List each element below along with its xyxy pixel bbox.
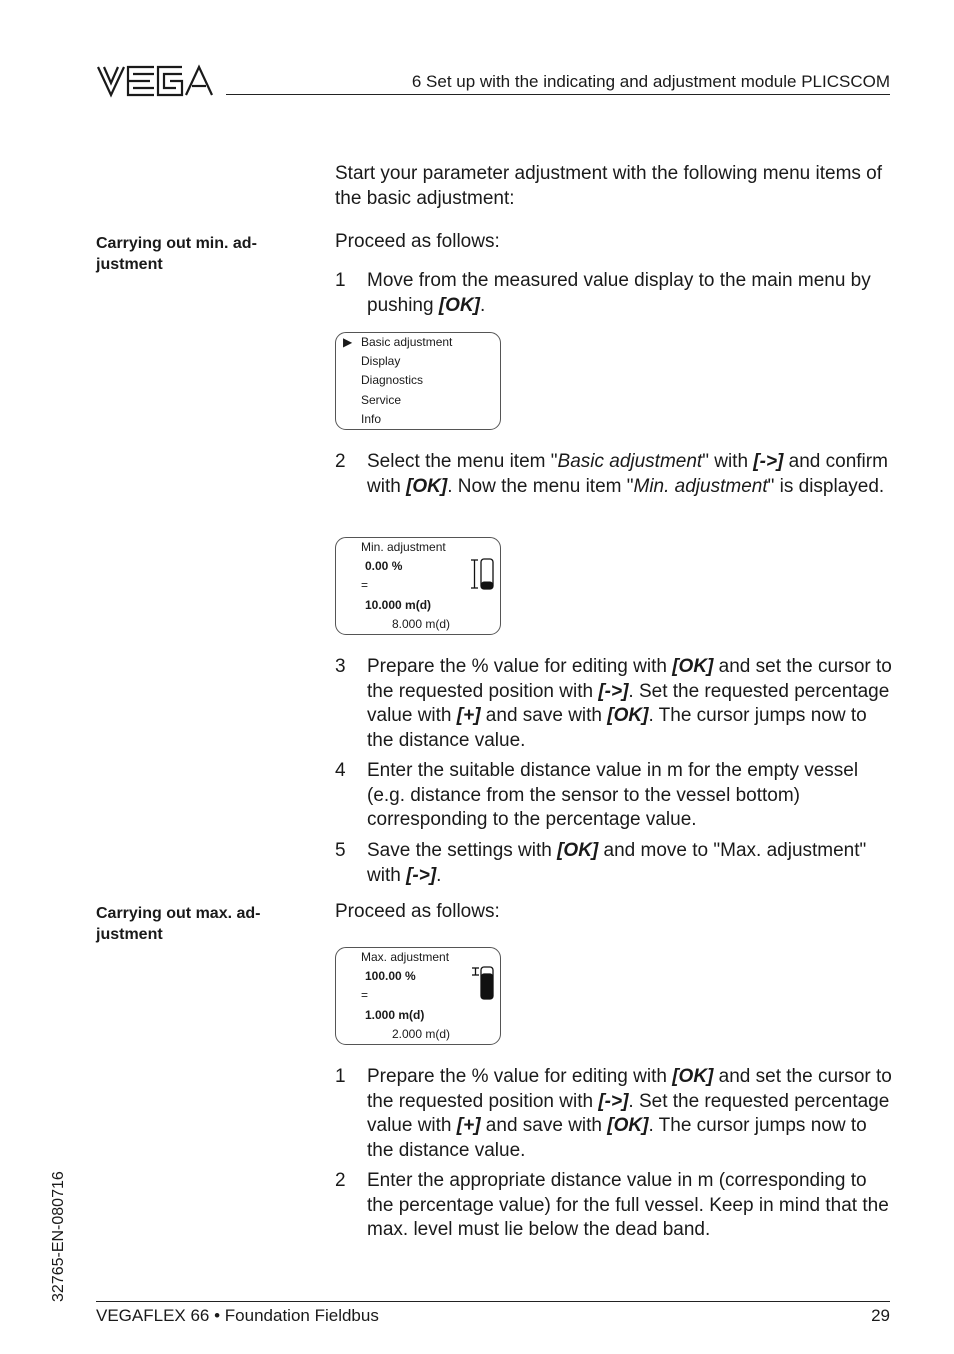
ok-key: [OK] (557, 840, 599, 861)
footer-rule (96, 1301, 890, 1302)
lcd-measured-value: 2.000 m(d) (392, 1027, 451, 1041)
document-number: 32765-EN-080716 (50, 1171, 67, 1302)
lcd-percent-value: 100.00 % (365, 969, 416, 983)
menu-item: Display (361, 354, 401, 368)
ok-key: [OK] (607, 1115, 649, 1136)
page-number: 29 (871, 1306, 890, 1325)
menu-display (335, 332, 501, 430)
vessel-min-icon (469, 556, 499, 592)
min-step-1: 1 Move from the measured value display to the main menu by pushing [OK]. (335, 270, 871, 316)
vessel-max-fill (481, 973, 493, 999)
lcd-measured-value: 8.000 m(d) (392, 617, 451, 631)
ok-key: [OK] (672, 1066, 714, 1087)
proceed-text-max: Proceed as follows: (335, 901, 500, 922)
menu-item: Info (361, 412, 382, 426)
ok-key: [OK] (438, 294, 480, 316)
menu-item: Service (361, 393, 402, 407)
max-step-2: 2 Enter the appropriate distance value in m (corresponding to the percentage value) for the full vessel. Keep in mind that the max. level must lie below the dead band. (335, 1170, 889, 1240)
arrow-key: [->] (598, 1090, 629, 1112)
intro-paragraph: Start your parameter adjustment with the following menu items of the basic adjustment: (335, 163, 883, 209)
lcd-distance-value: 1.000 m(d) (365, 1008, 425, 1022)
arrow-key: [->] (406, 864, 437, 886)
header-rule (226, 94, 890, 95)
max-step-1: 1 Prepare the % value for editing with [OK] and set the cursor to the requested position with [->]. Set the requested percentage value with [+] and save with [OK]. The cursor jumps now to the distance value. (335, 1066, 892, 1161)
menu-item: Diagnostics (361, 373, 424, 387)
chapter-heading: 6 Set up with the indicating and adjustment module PLICSCOM (411, 72, 890, 91)
vessel-min-fill (481, 582, 493, 590)
step-number: 3 (335, 656, 346, 677)
lcd-distance-value: 10.000 m(d) (365, 598, 432, 612)
side-label-min-adjustment: Carrying out min. ad- justment (96, 235, 257, 273)
plus-key: [+] (456, 1115, 481, 1136)
vega-logo (96, 64, 214, 98)
ok-key: [OK] (406, 475, 448, 497)
lcd-title: Max. adjustment (361, 950, 450, 964)
step-number: 2 (335, 1170, 346, 1191)
min-step-3: 3 Prepare the % value for editing with [OK] and set the cursor to the requested position with [->]. Set the requested percentage value with [+] and save with [OK]. The cursor jumps now to the distance value. (335, 656, 892, 751)
plus-key: [+] (456, 705, 481, 726)
step-number: 1 (335, 270, 346, 291)
proceed-text-min: Proceed as follows: (335, 231, 500, 252)
lcd-equals: = (361, 988, 369, 1002)
vessel-max-icon (469, 964, 499, 1002)
lcd-title: Min. adjustment (361, 540, 446, 554)
max-adjustment-display (335, 947, 501, 1045)
step-number: 4 (335, 760, 346, 781)
arrow-key: [->] (753, 451, 784, 472)
min-step-2: 2 Select the menu item "Basic adjustment" with [->] and confirm with [OK]. Now the menu item "Min. adjustment" is displayed. (335, 451, 888, 497)
menu-cursor-icon: ▶ (343, 335, 353, 349)
lcd-equals: = (361, 578, 369, 592)
side-label-max-adjustment: Carrying out max. ad- justment (96, 905, 261, 943)
footer-title: VEGAFLEX 66 • Foundation Fieldbus (96, 1306, 379, 1325)
lcd-percent-value: 0.00 % (365, 559, 403, 573)
step-number: 1 (335, 1066, 346, 1087)
min-adjustment-display (335, 537, 501, 635)
step-number: 5 (335, 840, 346, 861)
step-number: 2 (335, 451, 346, 472)
menu-item: Basic adjustment (361, 335, 453, 349)
arrow-key: [->] (598, 680, 629, 702)
ok-key: [OK] (607, 705, 649, 726)
min-step-4: 4 Enter the suitable distance value in m for the empty vessel (e.g. distance from the sensor to the vessel bottom) corresponding to the percentage value. (335, 760, 859, 830)
ok-key: [OK] (672, 656, 714, 677)
min-step-5: 5 Save the settings with [OK] and move to "Max. adjustment" with [->]. (335, 840, 867, 886)
